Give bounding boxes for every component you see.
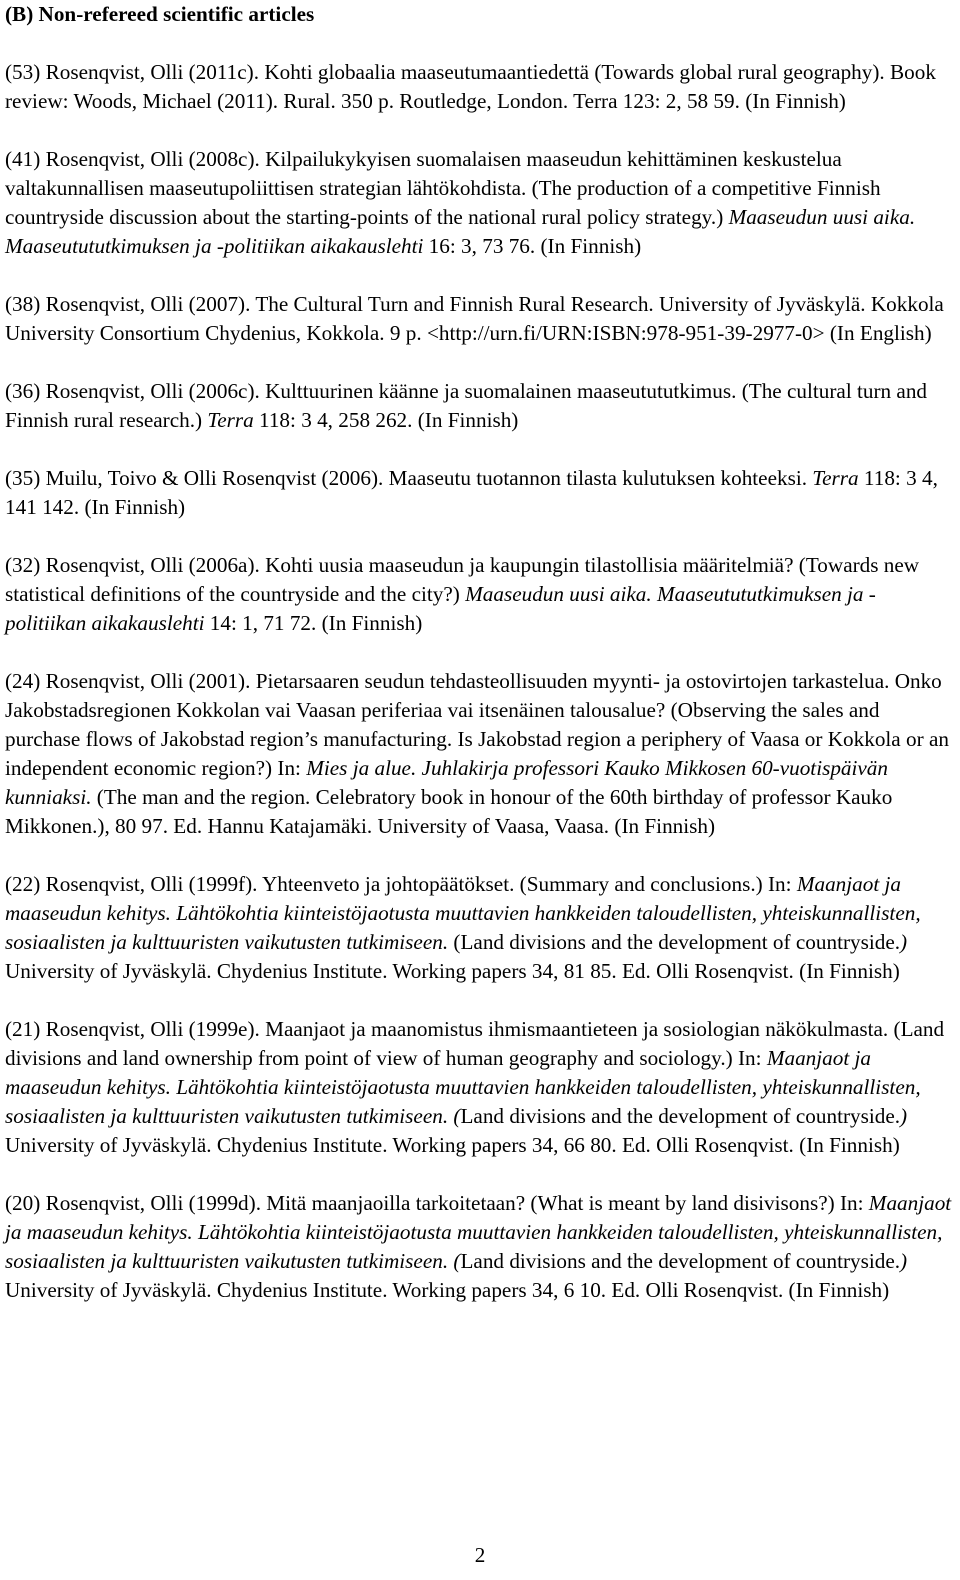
reference-text: (The man and the region. Celebratory book in honour of the 60th birthday of professor Kauko Mikkonen.), 80 97. Ed. Hannu Katajamäki. University of Vaasa, Vaasa. (In Finnish) <box>5 785 893 838</box>
reference-text: 14: 1, 71 72. (In Finnish) <box>204 611 423 635</box>
reference-text: (32) Rosenqvist, Olli (2006a). Kohti uusia maaseudun ja kaupungin tilastollisia määritelmiä? (Towards new statistical definitions of the countryside and the city?) <box>5 553 920 606</box>
section-heading: (B) Non-refereed scientific articles <box>5 2 315 26</box>
reference-text: (24) Rosenqvist, Olli (2001). Pietarsaaren seudun tehdasteollisuuden myynti- ja ostovirtojen tarkastelua. Onko Jakobstadsregionen Kokkolan vai Vaasan periferiaa vai itsenäinen talousalue? (Observing the sales and purchase flows of Jakobstad region’s manufacturing. Is Jakobstad region a periphery of Vaasa or Kokkola or an independent economic region?) In: <box>5 669 949 780</box>
reference-text: 118: 3 4, 258 262. (In Finnish) <box>253 408 519 432</box>
reference-text: (36) Rosenqvist, Olli (2006c). Kulttuurinen käänne ja suomalainen maaseutututkimus. (The cultural turn and Finnish rural research.) <box>5 379 928 432</box>
page-number: 2 <box>474 1543 486 1567</box>
reference-entry <box>5 464 953 522</box>
reference-text: 118: 3 4, 141 142. (In Finnish) <box>5 466 938 519</box>
reference-text: University of Jyväskylä. Chydenius Institute. Working papers 34, 81 85. Ed. Olli Rosenqvist. (In Finnish) <box>5 959 900 983</box>
reference-entry <box>5 551 953 638</box>
reference-entry <box>5 870 953 986</box>
reference-entry <box>5 145 953 261</box>
reference-entry <box>5 290 953 348</box>
reference-text: (21) Rosenqvist, Olli (1999e). Maanjaot ja maanomistus ihmismaantieteen ja sosiologian näkökulmasta. (Land divisions and land ownership from point of view of human geography and sociology.) In: <box>5 1017 945 1070</box>
reference-list <box>5 58 953 1305</box>
reference-entry <box>5 377 953 435</box>
reference-text: Land divisions and the development of countryside. <box>460 1104 901 1128</box>
reference-text: (41) Rosenqvist, Olli (2008c). Kilpailukykyisen suomalaisen maaseudun kehittäminen keskustelua valtakunnallisen maaseutupoliittisen strategian lähtökohdista. (The production of a competitive Finnish countryside discussion about the starting-points of the national rural policy strategy.) <box>5 147 881 229</box>
reference-italic-text: Maanjaot ja maaseudun kehitys. Lähtökohtia kiinteistöjaotusta muuttavien hankkeiden taloudellisten, yhteiskunnallisten, sosiaalisten ja kulttuuristen vaikutusten tutkimiseen. ( <box>5 1191 952 1273</box>
reference-italic-text: ) <box>900 1104 908 1128</box>
reference-text: Land divisions and the development of countryside. <box>460 1249 901 1273</box>
reference-text: (20) Rosenqvist, Olli (1999d). Mitä maanjaoilla tarkoitetaan? (What is meant by land disivisons?) In: <box>5 1191 869 1215</box>
reference-text: (53) Rosenqvist, Olli (2011c). Kohti globaalia maaseutumaantiedettä (Towards global rural geography). Book review: Woods, Michael (2011). Rural. 350 p. Routledge, London. Terra 123: 2, 58 59. (In Finnish) <box>5 60 936 113</box>
reference-text: (38) Rosenqvist, Olli (2007). The Cultural Turn and Finnish Rural Research. University of Jyväskylä. Kokkola University Consortium Chydenius, Kokkola. 9 p. <http://urn.fi/URN:ISBN:978-951-39-2977-0> (In English) <box>5 292 944 345</box>
reference-italic-text: Maanjaot ja maaseudun kehitys. Lähtökohtia kiinteistöjaotusta muuttavien hankkeiden taloudellisten, yhteiskunnallisten, sosiaalisten ja kulttuuristen vaikutusten tutkimiseen. ( <box>5 1046 921 1128</box>
reference-text: University of Jyväskylä. Chydenius Institute. Working papers 34, 66 80. Ed. Olli Rosenqvist. (In Finnish) <box>5 1133 900 1157</box>
reference-italic-text: Mies ja alue. Juhlakirja professori Kauko Mikkosen 60-vuotispäivän kunniaksi. <box>5 756 888 809</box>
reference-text: (22) Rosenqvist, Olli (1999f). Yhteenveto ja johtopäätökset. (Summary and conclusions.) In: <box>5 872 797 896</box>
reference-text: (Land divisions and the development of countryside. <box>448 930 901 954</box>
reference-italic-text: Terra <box>812 466 859 490</box>
reference-italic-text: Maanjaot ja maaseudun kehitys. Lähtökohtia kiinteistöjaotusta muuttavien hankkeiden taloudellisten, yhteiskunnallisten, sosiaalisten ja kulttuuristen vaikutusten tutkimiseen. <box>5 872 921 954</box>
reference-italic-text: Maaseudun uusi aika. Maaseutututkimuksen ja -politiikan aikakauslehti <box>5 582 876 635</box>
document-page <box>5 0 953 1334</box>
reference-entry <box>5 667 953 841</box>
reference-italic-text: Terra <box>207 408 254 432</box>
reference-text: (35) Muilu, Toivo & Olli Rosenqvist (2006). Maaseutu tuotannon tilasta kulutuksen kohteeksi. <box>5 466 813 490</box>
reference-italic-text: Maaseudun uusi aika. Maaseutututkimuksen ja -politiikan aikakauslehti <box>5 205 916 258</box>
reference-entry <box>5 1189 953 1305</box>
reference-italic-text: ) <box>900 930 908 954</box>
reference-italic-text: ) <box>900 1249 908 1273</box>
reference-entry <box>5 58 953 116</box>
reference-text: 16: 3, 73 76. (In Finnish) <box>423 234 642 258</box>
reference-entry <box>5 1015 953 1160</box>
reference-text: University of Jyväskylä. Chydenius Institute. Working papers 34, 6 10. Ed. Olli Rosenqvist. (In Finnish) <box>5 1278 890 1302</box>
